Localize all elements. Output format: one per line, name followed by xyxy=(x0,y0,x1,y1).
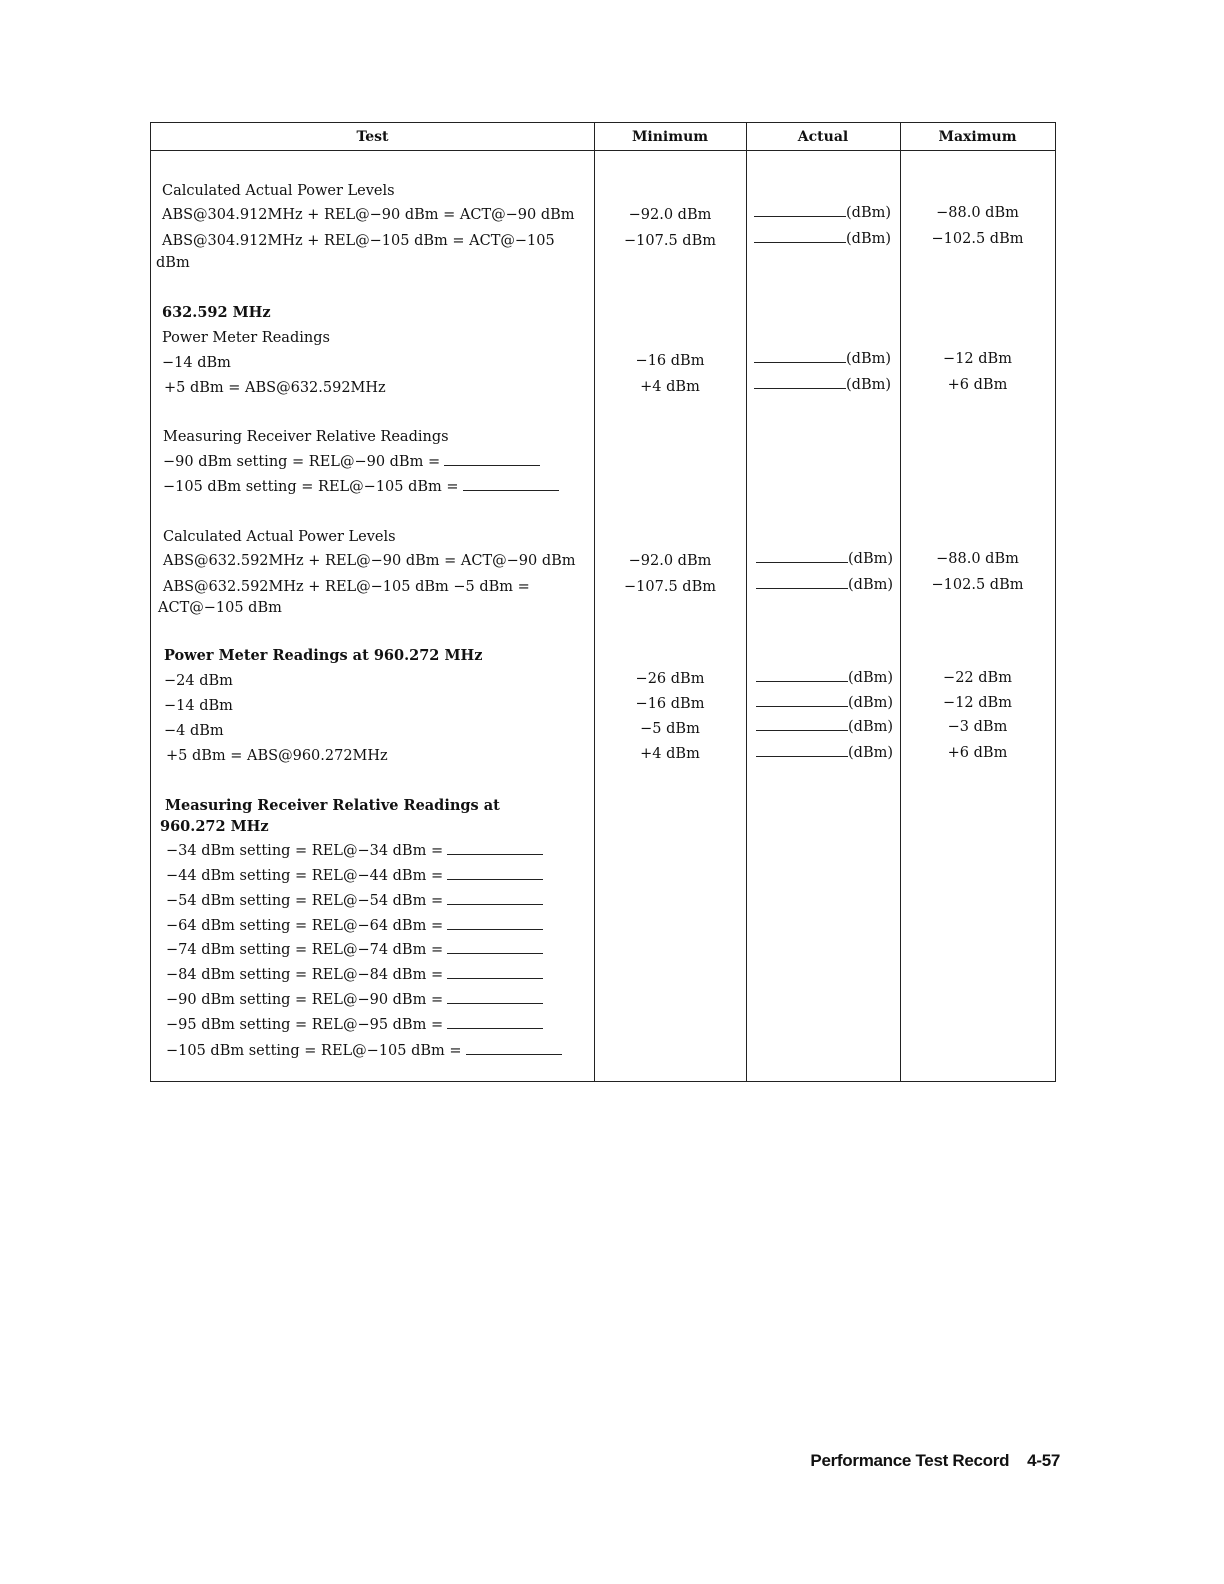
minimum-cell: −16 dBm xyxy=(635,696,705,712)
actual-unit: (dBm) xyxy=(848,670,894,686)
test-cell: ABS@632.592MHz + REL@−105 dBm −5 dBm = xyxy=(163,579,530,595)
maximum-cell: −12 dBm xyxy=(943,695,1012,711)
actual-entry[interactable] xyxy=(756,669,893,687)
reading-blank[interactable] xyxy=(444,453,540,466)
header-maximum: Maximum xyxy=(938,129,1017,145)
test-cell: ABS@304.912MHz + REL@−90 dBm = ACT@−90 dBm xyxy=(162,207,575,223)
test-cell: +5 dBm = ABS@632.592MHz xyxy=(164,380,386,396)
actual-entry[interactable] xyxy=(756,744,893,762)
actual-blank[interactable] xyxy=(754,376,846,389)
header-test: Test xyxy=(356,129,389,145)
actual-unit: (dBm) xyxy=(848,745,894,761)
test-cell: ABS@304.912MHz + REL@−105 dBm = ACT@−105 xyxy=(162,233,555,249)
actual-entry[interactable] xyxy=(754,350,891,368)
test-cell: −64 dBm setting = REL@−64 dBm = xyxy=(166,917,543,935)
actual-entry[interactable] xyxy=(754,376,891,394)
reading-blank[interactable] xyxy=(447,892,543,905)
actual-unit: (dBm) xyxy=(848,695,894,711)
actual-entry[interactable] xyxy=(756,718,893,736)
test-cell-cont: dBm xyxy=(156,255,190,271)
reading-blank[interactable] xyxy=(447,842,543,855)
actual-entry[interactable] xyxy=(754,204,891,222)
actual-unit: (dBm) xyxy=(848,719,894,735)
section-title: Power Meter Readings at 960.272 MHz xyxy=(164,647,483,664)
test-cell: −24 dBm xyxy=(164,673,233,689)
test-cell: −14 dBm xyxy=(162,355,231,371)
maximum-cell: −102.5 dBm xyxy=(931,577,1024,593)
maximum-cell: −102.5 dBm xyxy=(931,231,1024,247)
header-divider xyxy=(151,150,1055,151)
reading-blank[interactable] xyxy=(447,917,543,930)
minimum-cell: +4 dBm xyxy=(640,746,700,762)
actual-blank[interactable] xyxy=(756,744,848,757)
actual-blank[interactable] xyxy=(754,350,846,363)
actual-unit: (dBm) xyxy=(848,551,894,567)
section-title: Calculated Actual Power Levels xyxy=(162,183,395,199)
minimum-cell: +4 dBm xyxy=(640,379,700,395)
actual-blank[interactable] xyxy=(756,694,848,707)
column-divider xyxy=(594,123,595,1081)
reading-blank[interactable] xyxy=(447,1016,543,1029)
section-title: 632.592 MHz xyxy=(162,304,271,321)
test-cell-cont: ACT@−105 dBm xyxy=(158,600,282,616)
reading-blank[interactable] xyxy=(447,991,543,1004)
test-cell: −14 dBm xyxy=(164,698,233,714)
header-minimum: Minimum xyxy=(631,129,709,145)
section-title: Calculated Actual Power Levels xyxy=(163,529,396,545)
maximum-cell: −22 dBm xyxy=(943,670,1012,686)
minimum-cell: −92.0 dBm xyxy=(628,553,712,569)
actual-entry[interactable] xyxy=(756,694,893,712)
test-cell: −84 dBm setting = REL@−84 dBm = xyxy=(166,966,543,984)
actual-unit: (dBm) xyxy=(846,351,892,367)
maximum-cell: +6 dBm xyxy=(947,745,1008,761)
maximum-cell: −88.0 dBm xyxy=(936,551,1019,567)
actual-blank[interactable] xyxy=(756,718,848,731)
minimum-cell: −107.5 dBm xyxy=(624,233,716,249)
maximum-cell: −3 dBm xyxy=(947,719,1008,735)
actual-entry[interactable] xyxy=(754,230,891,248)
reading-blank[interactable] xyxy=(447,941,543,954)
test-record-table xyxy=(150,122,1056,1082)
actual-unit: (dBm) xyxy=(848,577,894,593)
reading-blank[interactable] xyxy=(463,478,559,491)
actual-entry[interactable] xyxy=(756,576,893,594)
page-number: 4-57 xyxy=(1027,1451,1060,1470)
reading-blank[interactable] xyxy=(447,966,543,979)
page-footer xyxy=(810,1451,1060,1471)
actual-blank[interactable] xyxy=(756,669,848,682)
section-title: Measuring Receiver Relative Readings xyxy=(163,429,449,445)
actual-blank[interactable] xyxy=(754,204,846,217)
actual-unit: (dBm) xyxy=(846,377,892,393)
header-actual: Actual xyxy=(797,129,849,145)
test-cell: ABS@632.592MHz + REL@−90 dBm = ACT@−90 dBm xyxy=(163,553,576,569)
maximum-cell: −12 dBm xyxy=(943,351,1012,367)
maximum-cell: +6 dBm xyxy=(947,377,1008,393)
test-cell: −54 dBm setting = REL@−54 dBm = xyxy=(166,892,543,910)
test-cell: −105 dBm setting = REL@−105 dBm = xyxy=(163,478,559,496)
maximum-cell: −88.0 dBm xyxy=(936,205,1019,221)
actual-blank[interactable] xyxy=(754,230,846,243)
minimum-cell: −107.5 dBm xyxy=(624,579,716,595)
section-title-cont: 960.272 MHz xyxy=(160,818,269,835)
actual-blank[interactable] xyxy=(756,550,848,563)
actual-unit: (dBm) xyxy=(846,205,892,221)
section-subtitle: Power Meter Readings xyxy=(162,330,330,346)
actual-entry[interactable] xyxy=(756,550,893,568)
minimum-cell: −5 dBm xyxy=(640,721,700,737)
test-cell: −90 dBm setting = REL@−90 dBm = xyxy=(163,453,540,471)
test-cell: +5 dBm = ABS@960.272MHz xyxy=(166,748,388,764)
section-title: Measuring Receiver Relative Readings at xyxy=(165,797,500,814)
column-divider xyxy=(746,123,747,1081)
test-cell: −44 dBm setting = REL@−44 dBm = xyxy=(166,867,543,885)
test-cell: −95 dBm setting = REL@−95 dBm = xyxy=(166,1016,543,1034)
reading-blank[interactable] xyxy=(447,867,543,880)
column-divider xyxy=(900,123,901,1081)
test-cell: −74 dBm setting = REL@−74 dBm = xyxy=(166,941,543,959)
test-cell: −34 dBm setting = REL@−34 dBm = xyxy=(166,842,543,860)
footer-title: Performance Test Record xyxy=(810,1451,1010,1470)
reading-blank[interactable] xyxy=(466,1042,562,1055)
test-cell: −90 dBm setting = REL@−90 dBm = xyxy=(166,991,543,1009)
actual-blank[interactable] xyxy=(756,576,848,589)
minimum-cell: −16 dBm xyxy=(635,353,705,369)
minimum-cell: −26 dBm xyxy=(635,671,705,687)
test-cell: −4 dBm xyxy=(164,723,224,739)
minimum-cell: −92.0 dBm xyxy=(628,207,712,223)
test-cell: −105 dBm setting = REL@−105 dBm = xyxy=(166,1042,562,1060)
actual-unit: (dBm) xyxy=(846,231,892,247)
